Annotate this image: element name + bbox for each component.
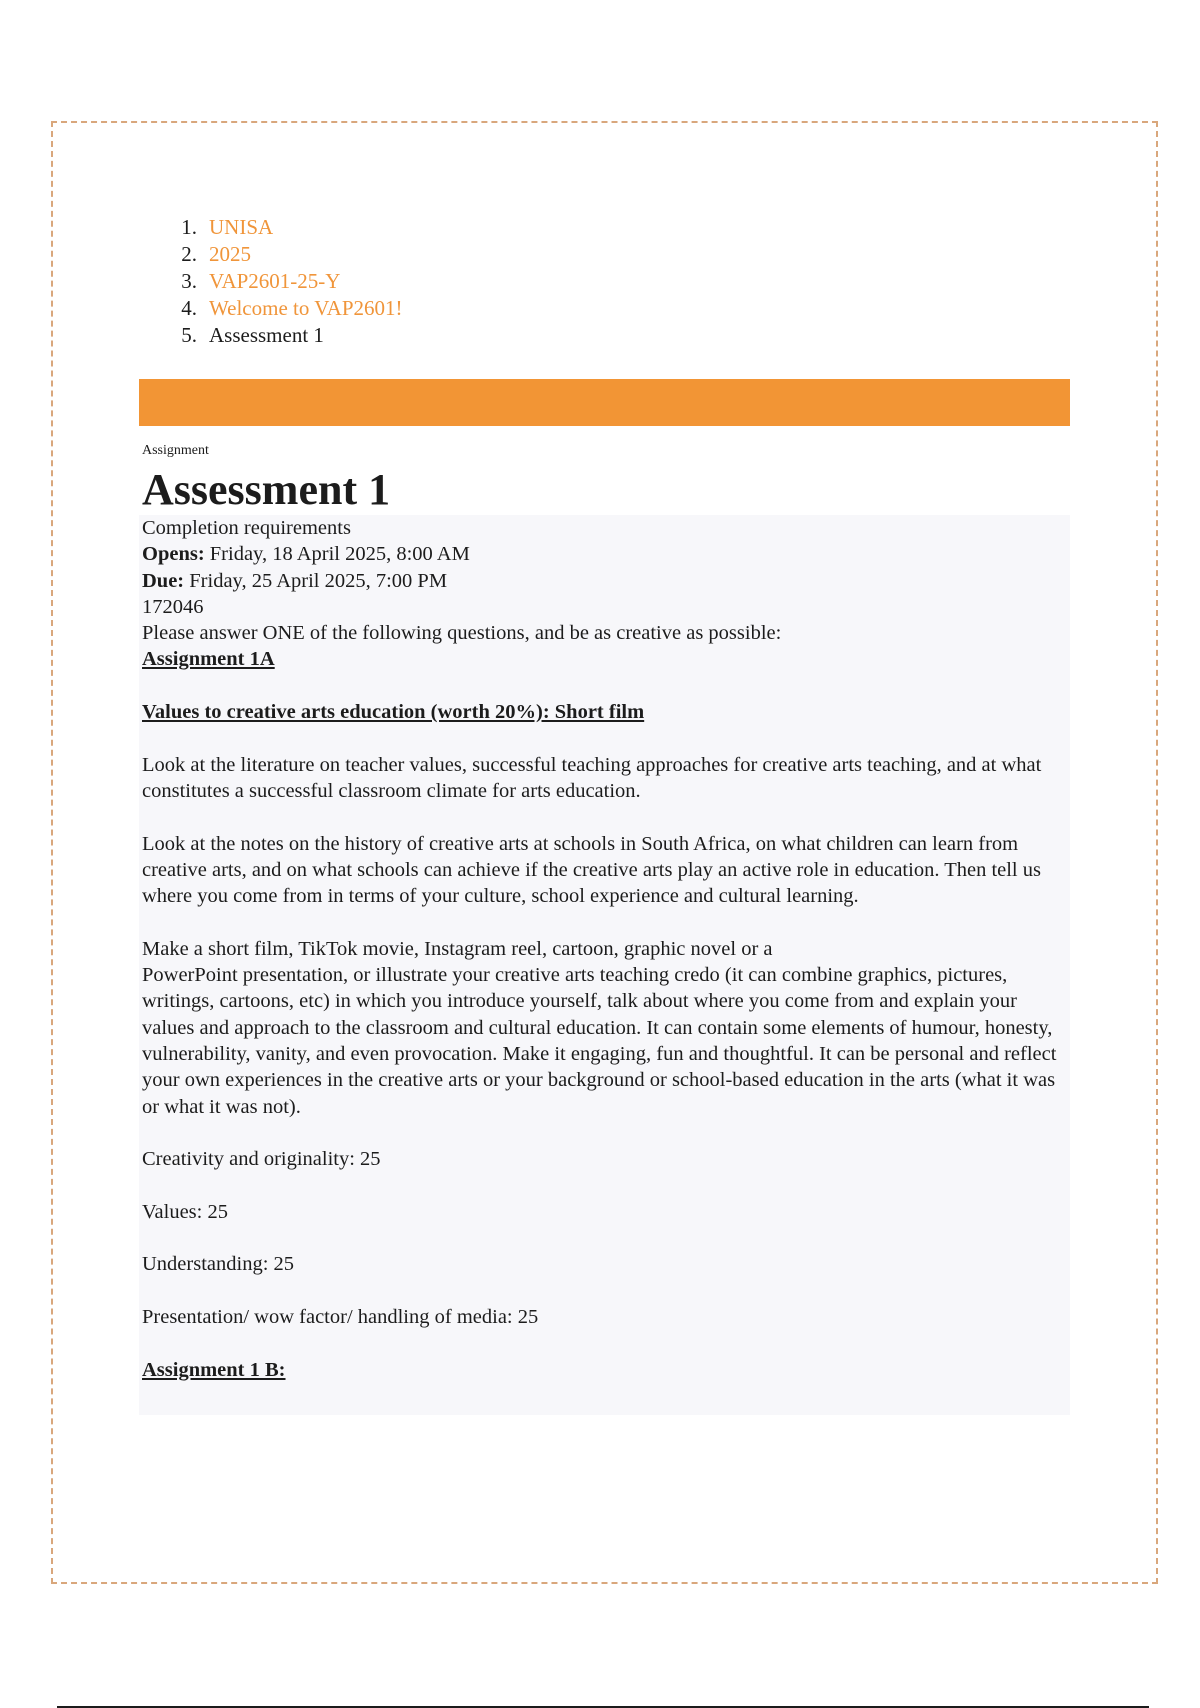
breadcrumb-link-unisa[interactable]: UNISA	[209, 215, 274, 239]
paragraph-task: PowerPoint presentation, or illustrate your creative arts teaching credo (it can combine graphics, pictures, writings, cartoons, etc) in which you introduce yourself, talk about where you come from and explain your values and approach to the classroom and cultural education. It can contain some elements of humour, honesty, vulnerability, vanity, and even provocation. Make it engaging, fun and thoughtful. It can be personal and reflect your own experiences in the creative arts or your background or school-based education in the arts (what it was or what it was not).	[142, 964, 1057, 1118]
paragraph-task-line1: Make a short film, TikTok movie, Instagram reel, cartoon, graphic novel or a	[142, 937, 773, 960]
breadcrumb-number: 2.	[181, 242, 197, 266]
criterion-presentation: Presentation/ wow factor/ handling of media: 25	[142, 1305, 539, 1328]
assignment-1b-heading: Assignment 1 B:	[142, 1358, 286, 1381]
breadcrumb-number: 1.	[181, 215, 197, 239]
breadcrumb-item	[177, 241, 403, 268]
assignment-id: 172046	[142, 595, 204, 618]
breadcrumb-item	[177, 268, 403, 295]
intro-text: Please answer ONE of the following questions, and be as creative as possible:	[142, 622, 782, 645]
opens-label: Opens:	[142, 543, 205, 566]
assignment-1a-subheading: Values to creative arts education (worth 20%): Short film	[142, 701, 645, 724]
breadcrumb-item	[177, 322, 403, 349]
page-title: Assessment 1	[142, 465, 391, 514]
breadcrumb-current: Assessment 1	[209, 323, 324, 347]
due-date	[142, 568, 1067, 594]
paragraph-history: Look at the notes on the history of creative arts at schools in South Africa, on what children can learn from creative arts, and on what schools can achieve if the creative arts play an active role in education. Then tell us where you come from in terms of your culture, school experience and cultural learning.	[142, 832, 1041, 908]
assignment-1a-heading: Assignment 1A	[142, 648, 275, 671]
due-value: Friday, 25 April 2025, 7:00 PM	[184, 569, 448, 592]
criterion-values: Values: 25	[142, 1200, 228, 1223]
breadcrumb-number: 4.	[181, 296, 197, 320]
breadcrumb-item	[177, 214, 403, 241]
breadcrumb-number: 3.	[181, 269, 197, 293]
assignment-body	[142, 515, 1067, 1383]
due-label: Due:	[142, 569, 185, 592]
breadcrumb-item	[177, 295, 403, 322]
breadcrumb-link-course[interactable]: VAP2601-25-Y	[209, 269, 341, 293]
paragraph-literature: Look at the literature on teacher values, successful teaching approaches for creative arts teaching, and at what constitutes a successful classroom climate for arts education.	[142, 753, 1042, 802]
activity-type-label: Assignment	[142, 443, 209, 458]
criterion-creativity: Creativity and originality: 25	[142, 1148, 381, 1171]
breadcrumb-number: 5.	[181, 323, 197, 347]
breadcrumb-link-year[interactable]: 2025	[209, 242, 251, 266]
opens-value: Friday, 18 April 2025, 8:00 AM	[204, 543, 470, 566]
breadcrumb	[177, 214, 403, 349]
breadcrumb-link-welcome[interactable]: Welcome to VAP2601!	[209, 296, 403, 320]
completion-requirements[interactable]: Completion requirements	[142, 517, 351, 539]
criterion-understanding: Understanding: 25	[142, 1253, 295, 1276]
course-banner	[139, 379, 1070, 426]
opens-date	[142, 541, 1067, 567]
